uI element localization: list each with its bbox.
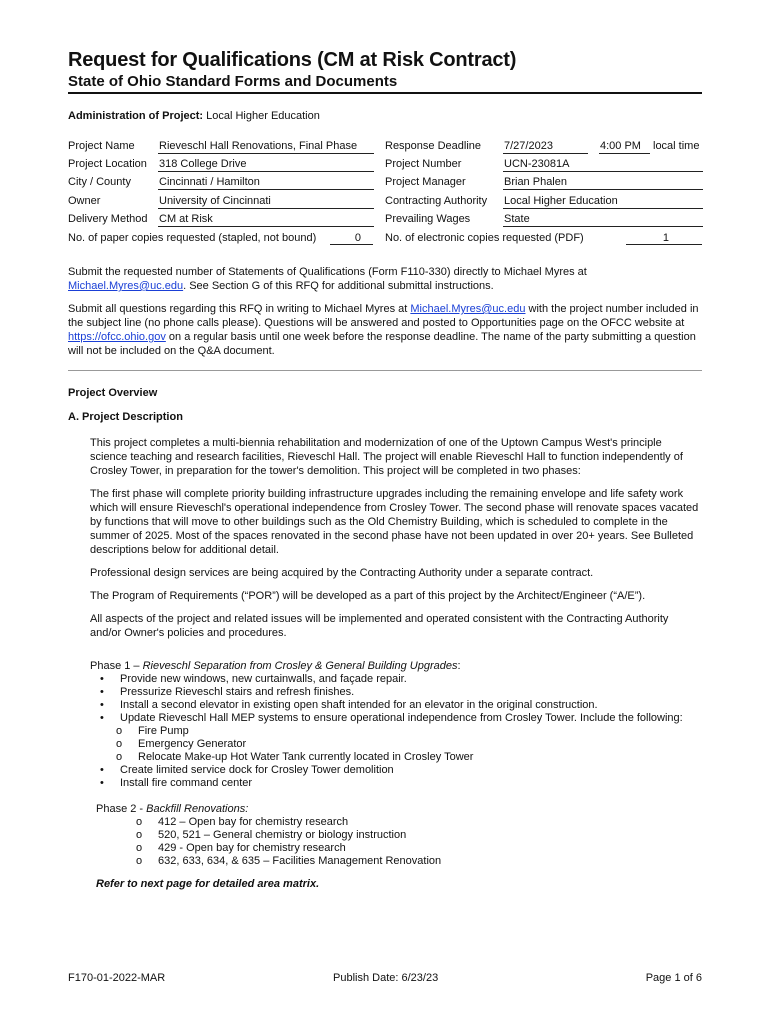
city-county-value: Cincinnati / Hamilton: [158, 174, 374, 190]
description-paragraph: The Program of Requirements (“POR”) will be developed as a part of this project by the Architect/Engineer (“A/E”).: [90, 590, 646, 602]
phase1-prefix: Phase 1 –: [90, 660, 143, 672]
description-paragraph: Professional design services are being acquired by the Contracting Authority under a separate contract.: [90, 567, 594, 579]
phase1-heading: [90, 660, 702, 673]
sub-list-item: o Relocate Make-up Hot Water Tank currently located in Crosley Tower: [90, 751, 702, 764]
response-deadline-label: Response Deadline: [385, 140, 482, 152]
mep-sub-list: [90, 725, 702, 764]
questions-paragraph: [68, 302, 702, 358]
submittal-text: Submit the requested number of Statements of Qualifications (Form F110-330) directly to Michael Myres at: [68, 266, 587, 278]
project-name-label: Project Name: [68, 140, 135, 152]
project-name-value: Rieveschl Hall Renovations, Final Phase: [158, 138, 374, 154]
list-item: • Install a second elevator in existing open shaft intended for an elevator in the original construction.: [90, 699, 702, 712]
local-time-label: local time: [653, 140, 700, 152]
sub-list-item: o 520, 521 – General chemistry or biology instruction: [110, 829, 702, 842]
response-deadline-date: 7/27/2023: [503, 138, 588, 154]
questions-text-before: Submit all questions regarding this RFQ in writing to Michael Myres at: [68, 303, 411, 315]
phase1-list: [90, 673, 702, 790]
delivery-method-value: CM at Risk: [158, 211, 374, 227]
contracting-authority-label: Contracting Authority: [385, 195, 488, 207]
project-location-label: Project Location: [68, 158, 147, 170]
project-overview-heading: Project Overview: [68, 387, 158, 399]
page-number: Page 1 of 6: [645, 972, 702, 984]
phase2-heading: [96, 803, 702, 816]
section-divider: [68, 370, 702, 371]
list-item: • Pressurize Rieveschl stairs and refresh finishes.: [90, 686, 702, 699]
page-footer: [68, 972, 702, 988]
document-page: [68, 48, 702, 890]
paper-copies-label: No. of paper copies requested (stapled, not bound): [68, 232, 317, 244]
next-page-note: Refer to next page for detailed area matrix.: [96, 878, 320, 890]
phase1-colon: :: [457, 660, 461, 672]
project-number-value: UCN-23081A: [503, 156, 703, 172]
contracting-authority-value: Local Higher Education: [503, 193, 703, 209]
list-item: • Install fire command center: [90, 777, 702, 790]
document-title: Request for Qualifications (CM at Risk Contract): [68, 49, 517, 71]
administration-label: Administration of Project:: [68, 110, 204, 122]
publish-date: Publish Date: 6/23/23: [333, 972, 439, 984]
project-location-value: 318 College Drive: [158, 156, 374, 172]
prevailing-wages-label: Prevailing Wages: [385, 213, 471, 225]
sub-list-item: o 632, 633, 634, & 635 – Facilities Management Renovation: [110, 855, 702, 868]
project-info-table: [68, 138, 702, 248]
electronic-copies-label: No. of electronic copies requested (PDF): [385, 232, 584, 244]
project-description-heading: A. Project Description: [68, 411, 183, 423]
submittal-paragraph: [68, 265, 702, 293]
phase2-prefix: Phase 2 -: [96, 803, 147, 815]
electronic-copies-value: 1: [626, 230, 702, 245]
owner-label: Owner: [68, 195, 101, 207]
sub-list-item: o Fire Pump: [90, 725, 702, 738]
owner-value: University of Cincinnati: [158, 193, 374, 209]
project-manager-label: Project Manager: [385, 176, 466, 188]
questions-text-after: on a regular basis until one week before the response deadline. The name of the party submitting a question will not be included on the Q&A document.: [68, 331, 696, 357]
project-manager-value: Brian Phalen: [503, 174, 703, 190]
document-subtitle: State of Ohio Standard Forms and Documents: [68, 72, 702, 94]
questions-text-mid: with the project number included in the subject line (no phone calls please). Questions will be answered and posted to Opportunities page on the OFCC website at: [68, 303, 699, 329]
list-item: • Provide new windows, new curtainwalls, and façade repair.: [90, 673, 702, 686]
response-deadline-time: 4:00 PM: [599, 138, 650, 154]
description-paragraph: This project completes a multi-biennia rehabilitation and modernization of one of the Uptown Campus West's principle science teaching and research facilities, Rieveschl Hall. The project will enable Rieveschl Hall to function independently of Crosley Tower, in preparation for the tower's demolition. This project will be completed in two phases:: [90, 437, 683, 477]
description-paragraph: All aspects of the project and related issues will be implemented and operated consistent with the Contracting Authority and/or Owner's policies and procedures.: [90, 613, 669, 639]
paper-copies-value: 0: [330, 230, 373, 245]
description-paragraph: The first phase will complete priority building infrastructure upgrades including the remaining envelope and life safety work which will ensure Rieveschl's operational independence from Crosley Tower. The second phase will renovate spaces vacated by functions that will move to other buildings such as the Old Chemistry Building, which is scheduled to complete in the summer of 2025. Most of the spaces renovated in the second phase have not been updated in over 20+ years. See Bulleted descriptions below for additional detail.: [90, 488, 699, 556]
ofcc-website-link[interactable]: https://ofcc.ohio.gov: [68, 331, 166, 343]
city-county-label: City / County: [68, 176, 131, 188]
phase1-title: Rieveschl Separation from Crosley & General Building Upgrades: [142, 660, 458, 672]
project-description-body: [90, 436, 702, 890]
list-item: • Create limited service dock for Crosley Tower demolition: [90, 764, 702, 777]
questions-email-link[interactable]: Michael.Myres@uc.edu: [410, 303, 526, 315]
project-number-label: Project Number: [385, 158, 462, 170]
sub-list-item: o 412 – Open bay for chemistry research: [110, 816, 702, 829]
form-number: F170-01-2022-MAR: [68, 972, 166, 984]
phase2-title: Backfill Renovations:: [146, 803, 249, 815]
administration-value: Local Higher Education: [206, 110, 320, 122]
submittal-email-link[interactable]: Michael.Myres@uc.edu: [68, 280, 184, 292]
list-item: [90, 712, 702, 764]
administration-line: [68, 110, 702, 122]
phase2-list: [110, 816, 702, 868]
list-item-text: Update Rieveschl Hall MEP systems to ensure operational independence from Crosley Tower. Include the following:: [120, 712, 683, 724]
prevailing-wages-value: State: [503, 211, 703, 227]
submittal-text-after: . See Section G of this RFQ for additional submittal instructions.: [183, 280, 494, 292]
sub-list-item: o Emergency Generator: [90, 738, 702, 751]
delivery-method-label: Delivery Method: [68, 213, 148, 225]
sub-list-item: o 429 - Open bay for chemistry research: [110, 842, 702, 855]
